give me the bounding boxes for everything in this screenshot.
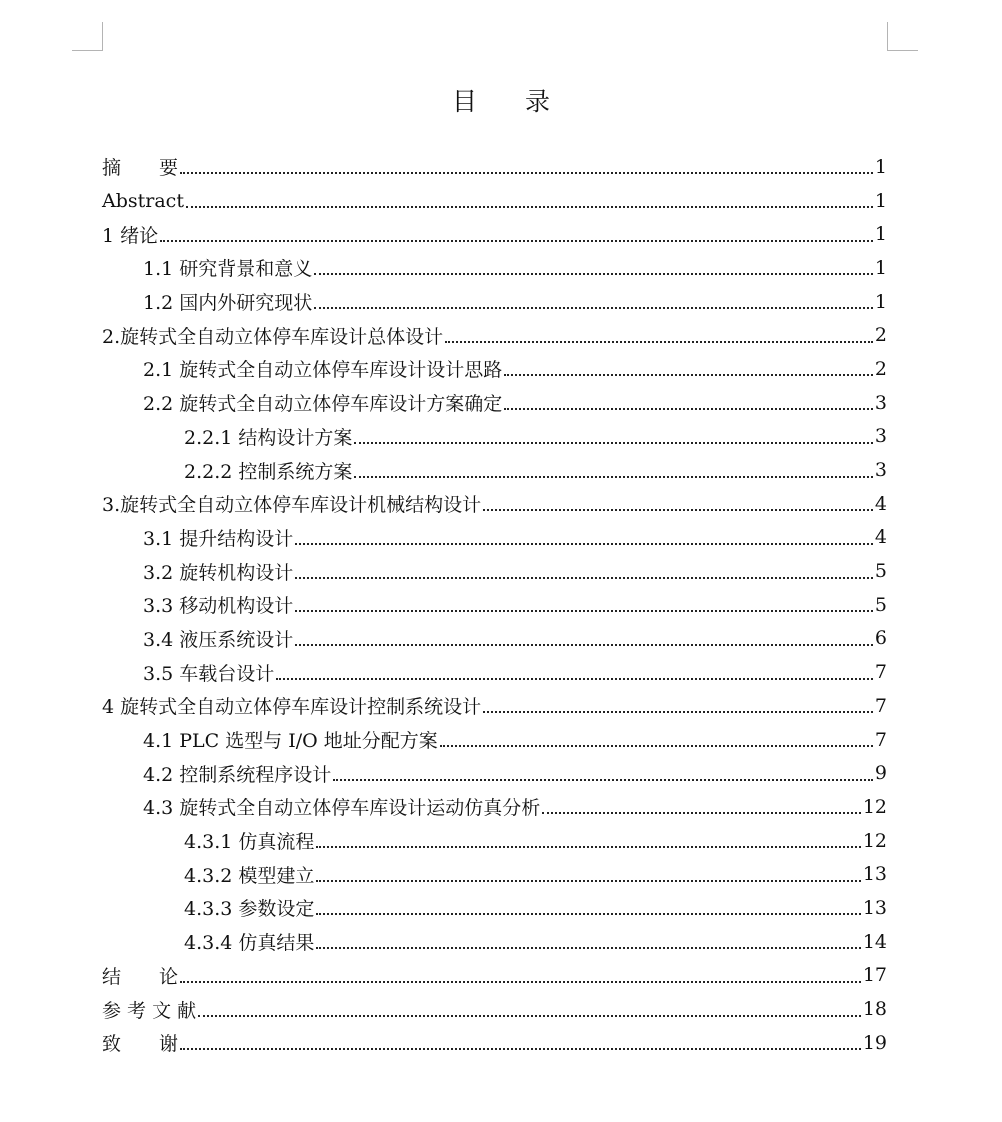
toc-entry-page-number: 12: [862, 795, 887, 818]
toc-dot-leader: [354, 441, 873, 444]
toc-dot-leader: [504, 373, 873, 376]
toc-entry[interactable]: [102, 352, 887, 386]
toc-entry-label: 3.2 旋转机构设计: [143, 561, 294, 584]
toc-dot-leader: [333, 778, 873, 781]
page-title: [0, 82, 1002, 118]
title-char-2: 录: [525, 87, 551, 116]
toc-entry[interactable]: [102, 487, 887, 521]
toc-entry[interactable]: [102, 184, 887, 218]
toc-dot-leader: [314, 272, 873, 275]
toc-dot-leader: [440, 744, 873, 747]
toc-entry-page-number: 2: [874, 357, 887, 380]
toc-entry-page-number: 5: [874, 593, 887, 616]
table-of-contents: [102, 150, 887, 1060]
toc-entry-label: 2.旋转式全自动立体停车库设计总体设计: [102, 325, 444, 348]
toc-dot-leader: [445, 340, 873, 343]
toc-entry[interactable]: [102, 318, 887, 352]
toc-entry-page-number: 5: [874, 560, 887, 583]
toc-entry-label: 2.2.1 结构设计方案: [184, 426, 353, 449]
toc-dot-leader: [316, 879, 860, 882]
toc-entry[interactable]: [102, 217, 887, 251]
toc-dot-leader: [314, 306, 873, 309]
toc-entry[interactable]: [102, 992, 887, 1026]
toc-entry[interactable]: [102, 1026, 887, 1060]
page-corner-mark-top-right: [887, 22, 918, 51]
toc-dot-leader: [354, 475, 873, 478]
toc-entry-label: 参 考 文 献: [102, 999, 197, 1022]
toc-entry-label: 4.2 控制系统程序设计: [143, 763, 332, 786]
toc-entry-label: 3.5 车载台设计: [143, 662, 275, 685]
toc-entry[interactable]: [102, 251, 887, 285]
toc-dot-leader: [542, 811, 861, 814]
toc-dot-leader: [316, 946, 860, 949]
toc-entry-page-number: 3: [874, 425, 887, 448]
toc-entry-label: 1.2 国内外研究现状: [143, 292, 313, 315]
toc-entry[interactable]: [102, 521, 887, 555]
toc-dot-leader: [160, 239, 873, 242]
toc-entry[interactable]: [102, 588, 887, 622]
toc-entry-label: 4.3 旋转式全自动立体停车库设计运动仿真分析: [143, 797, 541, 820]
toc-entry[interactable]: [102, 824, 887, 858]
toc-dot-leader: [180, 171, 873, 174]
toc-entry-label: 4.3.4 仿真结果: [184, 932, 315, 955]
toc-dot-leader: [295, 643, 873, 646]
toc-dot-leader: [198, 1014, 861, 1017]
toc-dot-leader: [295, 609, 873, 612]
toc-entry-page-number: 7: [874, 694, 887, 717]
toc-entry[interactable]: [102, 453, 887, 487]
toc-entry-label: 1.1 研究背景和意义: [143, 258, 313, 281]
toc-dot-leader: [316, 845, 860, 848]
toc-entry-page-number: 4: [874, 492, 887, 515]
toc-dot-leader: [483, 710, 873, 713]
toc-entry-page-number: 2: [874, 324, 887, 347]
toc-entry-label: 2.2 旋转式全自动立体停车库设计方案确定: [143, 393, 503, 416]
toc-entry-page-number: 3: [874, 391, 887, 414]
toc-entry-page-number: 13: [862, 896, 887, 919]
toc-entry-label: 4.3.2 模型建立: [184, 864, 315, 887]
toc-entry-page-number: 13: [862, 863, 887, 886]
toc-entry-page-number: 17: [862, 964, 887, 987]
toc-entry[interactable]: [102, 655, 887, 689]
toc-dot-leader: [186, 205, 873, 208]
toc-dot-leader: [295, 576, 873, 579]
toc-entry-page-number: 1: [874, 155, 887, 178]
toc-entry-label: 摘 要: [102, 157, 179, 180]
title-char-1: 目: [451, 87, 477, 116]
toc-dot-leader: [180, 1047, 861, 1050]
toc-entry[interactable]: [102, 622, 887, 656]
toc-entry-label: 结 论: [102, 965, 179, 988]
page-corner-mark-top-left: [72, 22, 103, 51]
toc-entry-page-number: 4: [874, 526, 887, 549]
toc-entry[interactable]: [102, 790, 887, 824]
toc-entry-label: 2.1 旋转式全自动立体停车库设计设计思路: [143, 359, 503, 382]
toc-entry[interactable]: [102, 723, 887, 757]
toc-entry[interactable]: [102, 891, 887, 925]
toc-entry-label: 4.1 PLC 选型与 I/O 地址分配方案: [143, 730, 438, 753]
toc-entry-label: 3.1 提升结构设计: [143, 527, 294, 550]
toc-entry-page-number: 7: [874, 661, 887, 684]
toc-entry[interactable]: [102, 756, 887, 790]
toc-entry-page-number: 1: [874, 290, 887, 313]
toc-entry-page-number: 19: [862, 1031, 887, 1054]
toc-dot-leader: [483, 508, 873, 511]
toc-entry-label: 致 谢: [102, 1033, 179, 1056]
toc-entry-page-number: 7: [874, 728, 887, 751]
toc-entry-page-number: 9: [874, 762, 887, 785]
toc-entry[interactable]: [102, 285, 887, 319]
toc-entry[interactable]: [102, 554, 887, 588]
toc-entry-label: 3.3 移动机构设计: [143, 595, 294, 618]
toc-dot-leader: [295, 542, 873, 545]
toc-entry[interactable]: [102, 959, 887, 993]
toc-entry[interactable]: [102, 857, 887, 891]
toc-entry-page-number: 1: [874, 223, 887, 246]
toc-entry-page-number: 14: [862, 930, 887, 953]
toc-dot-leader: [504, 407, 873, 410]
toc-entry[interactable]: [102, 925, 887, 959]
toc-entry-label: 4.3.3 参数设定: [184, 898, 315, 921]
toc-entry[interactable]: [102, 150, 887, 184]
toc-entry-label: 1 绪论: [102, 224, 159, 247]
toc-dot-leader: [276, 677, 873, 680]
toc-entry-page-number: 1: [874, 256, 887, 279]
toc-entry-page-number: 1: [874, 189, 887, 212]
toc-entry-page-number: 18: [862, 998, 887, 1021]
toc-entry-page-number: 6: [874, 627, 887, 650]
toc-entry-label: 3.4 液压系统设计: [143, 628, 294, 651]
toc-entry-label: 4 旋转式全自动立体停车库设计控制系统设计: [102, 696, 482, 719]
toc-entry-label: Abstract: [102, 189, 184, 212]
toc-entry[interactable]: [102, 420, 887, 454]
toc-dot-leader: [316, 912, 860, 915]
toc-entry[interactable]: [102, 689, 887, 723]
toc-entry-label: 2.2.2 控制系统方案: [184, 460, 353, 483]
toc-entry[interactable]: [102, 386, 887, 420]
toc-dot-leader: [180, 980, 861, 983]
toc-entry-page-number: 12: [862, 829, 887, 852]
toc-entry-label: 3.旋转式全自动立体停车库设计机械结构设计: [102, 494, 482, 517]
toc-entry-label: 4.3.1 仿真流程: [184, 831, 315, 854]
toc-entry-page-number: 3: [874, 459, 887, 482]
